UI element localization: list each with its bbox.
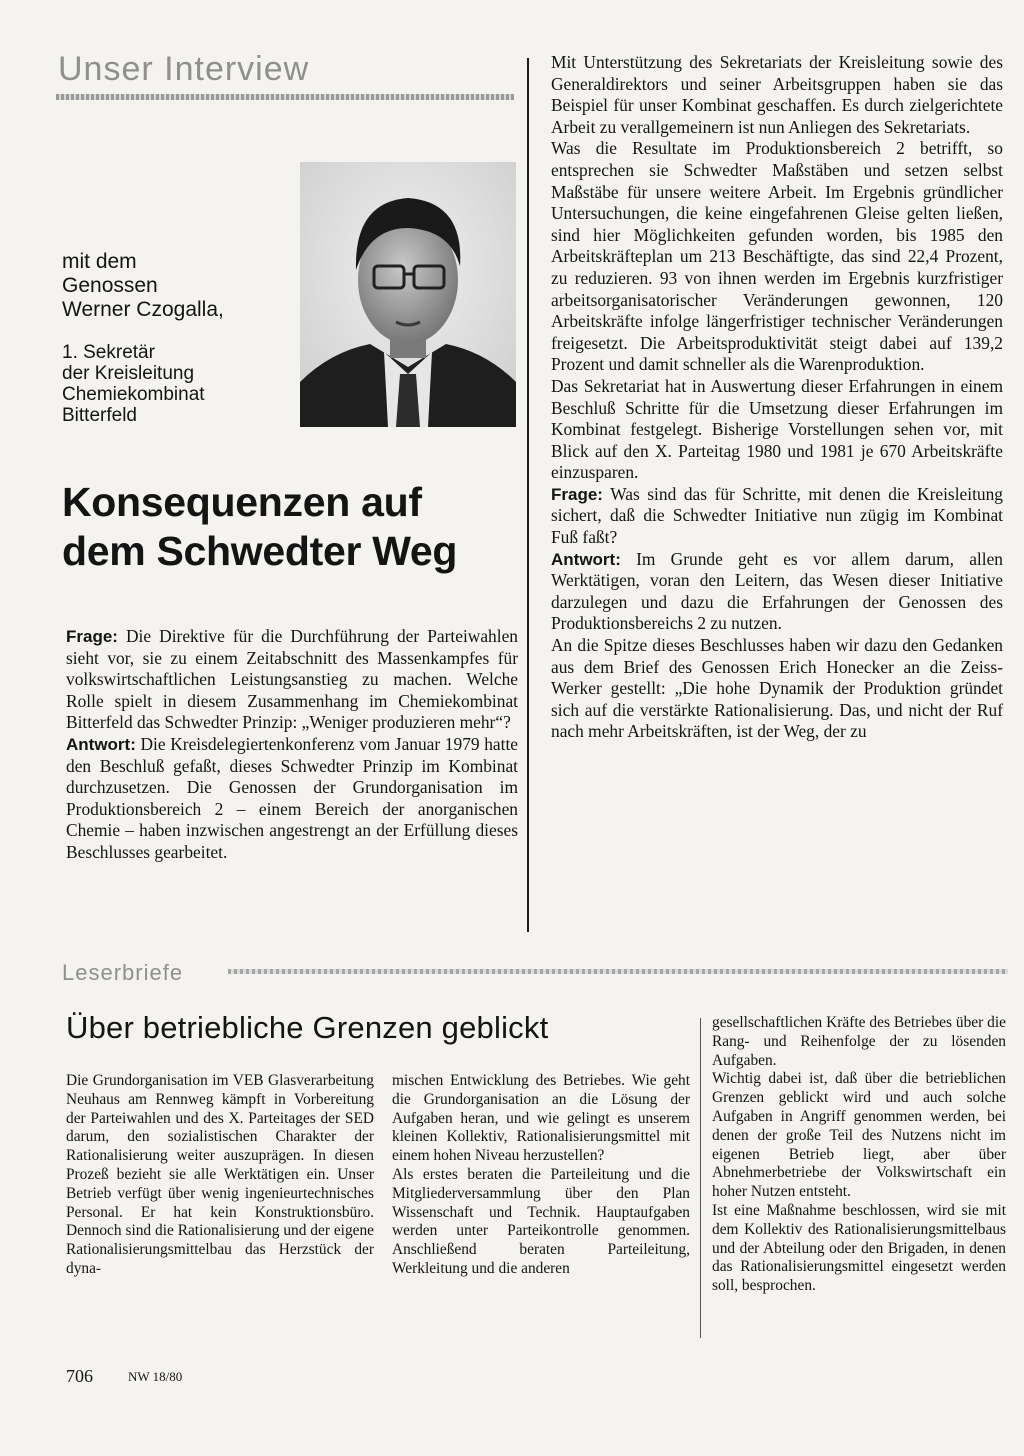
paragraph	[551, 52, 1003, 138]
paragraph	[551, 376, 1003, 484]
interview-text-right	[551, 52, 1003, 743]
intro-title-line: Bitterfeld	[62, 405, 137, 426]
letter-column-2	[392, 1072, 690, 1279]
interview-intro	[62, 250, 224, 426]
paragraph-lead: Frage:	[66, 627, 118, 646]
article-headline	[62, 478, 522, 576]
intro-title-line: Chemiekombinat	[62, 384, 205, 405]
letter-column-3	[712, 1014, 1006, 1296]
paragraph	[551, 635, 1003, 743]
paragraph: mischen Entwicklung des Betriebes. Wie geht die Grundorganisation an die Lösung der Aufgaben heran, und wie gelingt es unserem kleinen Kollektiv, Rationalisierungsmittel mit einem hohen Niveau herzustellen?	[392, 1072, 690, 1165]
paragraph-text: Was sind das für Schritte, mit denen die Kreisleitung sichert, daß die Schwedter Initiative nun zügig im Kombinat Fuß faßt?	[551, 483, 1003, 548]
paragraph	[551, 484, 1003, 549]
issue-code: NW 18/80	[128, 1369, 183, 1384]
interview-text-left	[66, 626, 518, 864]
paragraph: Als erstes beraten die Parteileitung und die Mitgliederversammlung über den Plan Wissenschaft und Technik. Hauptaufgaben werden unter Parteikontrolle genommen. Anschließend beraten Parteileitung, Werkleitung und die anderen	[392, 1165, 690, 1277]
paragraph-text: Was die Resultate im Produktionsbereich 2 betrifft, so entsprechen sie Schwedter Maßstäben und setzen selbst Maßstäbe für unsere weitere Arbeit. Im Ergebnis gründlicher Untersuchungen, die keine eingefahrenen Gleise gelten ließen, sind hier Möglichkeiten gefunden worden, bis 1985 den Arbeitskräfteplan um 213 Beschäftigte, das sind 22,4 Prozent, zu reduzieren. 93 von ihnen werden im Ergebnis kurzfristiger arbeitsorganisatorischer Veränderungen gewonnen, 120 Arbeitskräfte infolge längerfristiger technischer Veränderungen freigesetzt. Die Arbeitsproduktivität steigt dabei auf 139,2 Prozent und damit schneller als die Warenproduktion.	[551, 138, 1003, 375]
section-label-interview: Unser Interview	[58, 50, 310, 88]
headline-line: dem Schwedter Weg	[62, 528, 458, 574]
dotted-rule	[228, 969, 1008, 974]
paragraph	[551, 549, 1003, 635]
paragraph-text: Im Grunde geht es vor allem darum, allen Werktätigen, voran den Leitern, das Wesen dieser Initiative darzulegen und dazu die Erfahrungen der Genossen des Produktionsbereichs 2 zu nutzen.	[551, 548, 1003, 634]
paragraph-text: Das Sekretariat hat in Auswertung dieser Erfahrungen in einem Beschluß Schritte für die Umsetzung dieser Erfahrungen im Kombinat festgelegt. Bisherige Vorstellungen sehen vor, mit Blick auf den X. Parteitag 1980 und 1981 je 670 Arbeitskräfte einzusparen.	[551, 375, 1003, 483]
paragraph	[66, 626, 518, 734]
paragraph-text: An die Spitze dieses Beschlusses haben wir dazu den Gedanken aus dem Brief des Genossen Erich Honecker an die Zeiss-Werker gestellt: „Die hohe Dynamik der Produktion gründet sich auf die verstärkte Rationalisierung. Das, und nicht der Ruf nach mehr Arbeitskräften, ist der Weg, der zu	[551, 635, 1003, 742]
column-divider	[527, 58, 529, 932]
paragraph-text: Die Direktive für die Durchführung der Parteiwahlen sieht vor, sie zu einem Zeitabschnitt des Massenkampfes für volkswirtschaftlichen Leistungsanstieg zu machen. Welche Rolle spielt in diesem Zusammenhang im Chemiekombinat Bitterfeld das Schwedter Prinzip: „Weniger produzieren mehr“?	[66, 626, 518, 733]
paragraph-text: Die Kreisdelegiertenkonferenz vom Januar 1979 hatte den Beschluß gefaßt, dieses Schwedter Prinzip im Kombinat durchzusetzen. Die Genossen der Grundorganisation im Produktionsbereich 2 – einem Bereich der anorganischen Chemie – haben inzwischen angestrengt an der Erfüllung dieses Beschlusses gearbeitet.	[66, 733, 518, 862]
dotted-rule	[56, 94, 514, 100]
portrait-photo	[300, 162, 516, 427]
paragraph: Wichtig dabei ist, daß über die betrieblichen Grenzen geblickt wird und auch solche Aufgaben in Angriff genommen werden, bei denen der große Teil des Nutzens nicht im eigenen Betrieb liegt, aber über Abnehmerbetriebe der Volkswirtschaft ein hoher Nutzen entsteht.	[712, 1070, 1006, 1201]
intro-line: Genossen	[62, 274, 158, 297]
page-number: 706	[66, 1366, 93, 1386]
headline-line: Konsequenzen auf	[62, 479, 422, 525]
paragraph-lead: Antwort:	[66, 734, 136, 754]
paragraph-text: Mit Unterstützung des Sekretariats der Kreisleitung sowie des Generaldirektors und seiner Arbeitsgruppen haben sie das Beispiel für unser Kombinat geschaffen. Es durch zielgerichtete Arbeit zu verallgemeinern ist nun Anliegen des Sekretariats.	[551, 52, 1003, 137]
letter-headline: Über betriebliche Grenzen geblickt	[66, 1010, 549, 1045]
paragraph: gesellschaftlichen Kräfte des Betriebes über die Rang- und Reihenfolge der zu lösenden Aufgaben.	[712, 1014, 1006, 1069]
paragraph: Ist eine Maßnahme beschlossen, wird sie mit dem Kollektiv des Rationalisierungsmittelbaus und der Abteilung oder den Brigaden, in denen das Rationalisierungsmittel eingesetzt werden soll, besprochen.	[712, 1201, 1006, 1295]
intro-title-line: der Kreisleitung	[62, 363, 195, 384]
paragraph: Die Grundorganisation im VEB Glasverarbeitung Neuhaus am Rennweg kämpft in Vorbereitung der Parteiwahlen und des X. Parteitages der SED darum, den sozialistischen Charakter der Rationalisierung weiter auszuprägen. In diesen Prozeß bezieht sie alle Werktätigen ein. Unser Betrieb verfügt über wenig ingenieurtechnisches Personal. Er hat kein Konstruktionsbüro. Dennoch sind die Rationalisierung und der eigene Rationalisierungsmittelbau das Herzstück der dyna-	[66, 1072, 374, 1277]
section-label-letters: Leserbriefe	[62, 960, 184, 985]
intro-title-line: 1. Sekretär	[62, 342, 155, 363]
paragraph	[551, 138, 1003, 376]
intro-line: Werner Czogalla,	[62, 298, 224, 321]
letter-column-1	[66, 1072, 374, 1279]
intro-line: mit dem	[62, 250, 137, 273]
paragraph-lead: Frage:	[551, 484, 603, 504]
column-divider	[700, 1018, 701, 1338]
paragraph-lead: Antwort:	[551, 549, 621, 569]
paragraph	[66, 734, 518, 864]
